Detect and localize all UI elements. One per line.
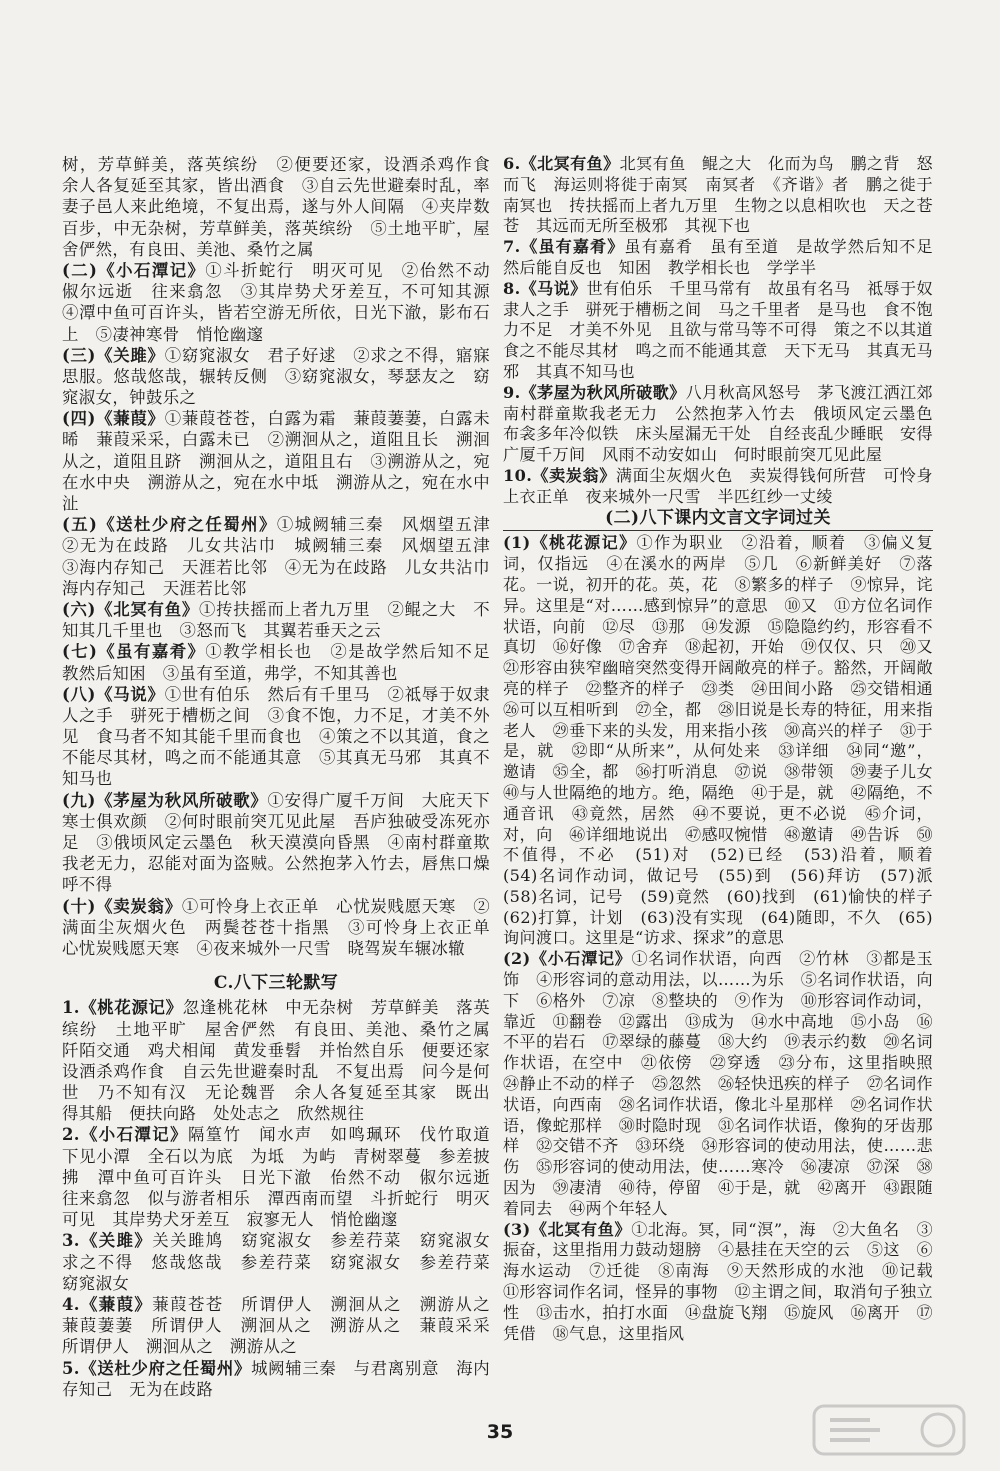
entry-text: 八月秋高风怒号 茅飞渡江洒江郊 南村群童欺我老无力 公然抱茅入竹去 俄顷风定云墨色 布衾多年冷似铁 床头屋漏无干处 自经丧乱少睡眠 安得广厦千万间 风雨不动安如山 何时眼前突兀见此屋: [503, 382, 950, 465]
left-column: [62, 154, 507, 1400]
right-entries: [503, 154, 950, 508]
entry-heading: (七)《虽有嘉肴》: [62, 642, 206, 662]
entry-heading: 8.《马说》: [503, 278, 587, 298]
entry-heading: 4.《蒹葭》: [62, 1294, 153, 1314]
answer-entry: [503, 466, 933, 508]
entry-heading: (六)《北冥有鱼》: [62, 599, 199, 619]
entry-text: ①名词作状语，向西 ②竹林 ③都是玉饰 ④形容词的意动用法，以……为乐 ⑤名词作状语，向下 ⑥格外 ⑦凉 ⑧整块的 ⑨作为 ⑩形容词作动词，靠近 ⑪翻卷 ⑫露出 ⑬成为 ⑭水中高地 ⑮小岛 ⑯不平的岩石 ⑰翠绿的藤蔓 ⑱大约 ⑲表示约数 ⑳名词作状语，在空中 ㉑依傍 ㉒穿透 ㉓分布，这里指映照 ㉔静止不动的样子 ㉕忽然 ㉖轻快迅疾的样子 ㉗名词作状语，向西南 ㉘名词作状语，像北斗星那样 ㉙名词作状语，像蛇那样 ㉚时隐时现 ㉛名词作状语，像狗的牙齿那样 ㉜交错不齐 ㉝环绕 ㉞形容词的使动用法，使……悲伤 ㉟形容词的使动用法，使……寒冷 ㊱凄凉 ㊲深 ㊳因为 ㊴凄清 ㊵待，停留 ㊶于是，就 ㊷离开 ㊸跟随着同去 ㊹两个年轻人: [503, 949, 950, 1218]
answer-entry: [62, 896, 507, 960]
entry-text: 蒹葭苍苍 所谓伊人 溯洄从之 溯游从之 蒹葭萋萋 所谓伊人 溯洄从之 溯游从之 蒹葭采采 所谓伊人 溯洄从之 溯游从之: [62, 1294, 507, 1357]
entry-heading: (四)《蒹葭》: [62, 409, 165, 429]
left-entries: [62, 154, 507, 959]
answer-entry: [62, 684, 490, 790]
entry-heading: (十)《卖炭翁》: [62, 896, 182, 916]
entry-heading: 2.《小石潭记》: [62, 1125, 188, 1145]
entry-text: ①蒹葭苍苍，白露为霜 蒹葭萋萋，白露未晞 蒹葭采采，白露未已 ②溯洄从之，道阻且长 溯洄从之，道阻且跻 溯洄从之，道阻且右 ③溯游从之，宛在水中央 溯游从之，宛在水中坻 溯游从之，宛在水中沚: [62, 409, 490, 513]
entry-text: ①教学相长也 ②是故学然后知不足 教然后知困 ③虽有至道，弗学，不知其善也: [62, 642, 507, 683]
entry-heading: 10.《卖炭翁》: [503, 465, 616, 485]
answer-entry: [62, 345, 490, 409]
answer-entry: [62, 997, 507, 1124]
answer-entry: [503, 154, 933, 237]
entry-text: 满面尘灰烟火色 卖炭得钱何所营 可怜身上衣正单 夜来城外一尺雪 半匹红纱一丈绫: [503, 465, 933, 506]
entry-heading: (3)《北冥有鱼》: [503, 1219, 632, 1239]
entry-text: ①作为职业 ②沿着，顺着 ③偏义复词，仅指远 ④在溪水的两岸 ⑤几 ⑥新鲜美好 ⑦落花。一说，初开的花。英，花 ⑧繁多的样子 ⑨惊异，诧异。这里是“对……感到惊异”的意思 ⑩又 ⑪方位名词作状语，向前 ⑫尽 ⑬那 ⑭发源 ⑮隐隐约约，形容看不真切 ⑯好像 ⑰舍弃 ⑱起初，开始 ⑲仅仅、只 ⑳又 ㉑形容由狭窄幽暗突然变得开阔敞亮的样子。豁然，开阔敞亮的样子 ㉒整齐的样子 ㉓类 ㉔田间小路 ㉕交错相通 ㉖可以互相听到 ㉗全，都 ㉘旧说是长寿的特征，用来指老人 ㉙垂下来的头发，用来指小孩 ㉚高兴的样子 ㉛于是，就 ㉜即“从所来”，从何处来 ㉝详细 ㉞同“邀”，邀请 ㉟全，都 ㊱打听消息 ㊲说 ㊳带领 ㊴妻子儿女 ㊵与人世隔绝的地方。绝，隔绝 ㊶于是，就 ㊷隔绝，不通音讯 ㊸竟然，居然 ㊹不要说，更不必说 ㊺介词，对，向 ㊻详细地说出 ㊼感叹惋惜 ㊽邀请 ㊾告诉 ㊿不值得，不必 (51)对 (52)已经 (53)沿着，顺着 (54)名词作动词，做记号 (55)到 (56)拜访 (57)派 (58)名词，记号 (59)竟然 (60)找到 (61)愉快的样子 (62)打算，计划 (63)没有实现 (64)随即，不久 (65)询问渡口。这里是“访求、探求”的意思: [503, 533, 950, 948]
entry-text: ①世有伯乐 然后有千里马 ②祗辱于奴隶人之手 骈死于槽枥之间 ③食不饱，力不足，才美不外见 食马者不知其能千里而食也 ④策之不以其道，食之不能尽其材，鸣之而不能通其意 ⑤其真无马邪 其真不知马也: [62, 684, 490, 789]
entry-text: ①斗折蛇行 明灭可见 ②佁然不动 俶尔远逝 往来翕忽 ③其岸势犬牙差互，不可知其源 ④潭中鱼可百许头，皆若空游无所依，日光下澈，影布石上 ⑤凄神寒骨 悄怆幽邃: [62, 260, 507, 344]
entry-text: ①城阙辅三秦 风烟望五津 ②无为在歧路 儿女共沾巾 城阙辅三秦 风烟望五津 ③海内存知己 天涯若比邻 ④无为在歧路 儿女共沾巾 海内存知己 天涯若比邻: [62, 515, 507, 598]
answer-entry: [62, 1230, 507, 1294]
answer-entry: [62, 1124, 507, 1230]
entry-heading: 1.《桃花源记》: [62, 998, 183, 1018]
answer-entry: [62, 514, 507, 599]
entry-text: ①抟扶摇而上者九万里 ②鲲之大 不知其几千里也 ③怒而飞 其翼若垂天之云: [62, 599, 490, 641]
entry-heading: (2)《小石潭记》: [503, 949, 632, 969]
entry-text: 忽逢桃花林 中无杂树 芳草鲜美 落英缤纷 土地平旷 屋舍俨然 有良田、美池、桑竹之属 阡陌交通 鸡犬相闻 黄发垂髫 并怡然自乐 便要还家 设酒杀鸡作食 自云先世避秦时乱 不复出焉 问今是何世 乃不知有汉 无论魏晋 余人各复延至其家 既出 得其船 便扶向路 处处志之 欣然规往: [62, 998, 507, 1124]
entry-text: ①可怜身上衣正单 心忧炭贱愿天寒 ②满面尘灰烟火色 两鬓苍苍十指黑 ③可怜身上衣正单 心忧炭贱愿天寒 ④夜来城外一尺雪 晓驾炭车辗冰辙: [62, 896, 507, 958]
page-number: 35: [486, 1421, 514, 1443]
entry-heading: 3.《关雎》: [62, 1231, 153, 1251]
entry-text: 虽有嘉肴 虽有至道 是故学然后知不足 然后能自反也 知困 教学相长也 学学半: [503, 237, 950, 277]
answer-entry: [62, 154, 507, 260]
entry-heading: (五)《送杜少府之任蜀州》: [62, 515, 277, 535]
right-column: [503, 154, 950, 1344]
entry-text: 隔篁竹 闻水声 如鸣珮环 伐竹取道 下见小潭 全石以为底 为坻 为屿 青树翠蔓 参差披拂 潭中鱼可百许头 日光下澈 佁然不动 俶尔远逝 往来翕忽 似与游者相乐 潭西南而望 斗折蛇行 明灭可见 其岸势犬牙差互 寂寥无人 悄怆幽邃: [62, 1125, 507, 1230]
entry-text: 城阙辅三秦 与君离别意 海内存知己 无为在歧路: [62, 1358, 490, 1399]
entry-heading: (1)《桃花源记》: [503, 533, 637, 553]
answer-entry: [62, 599, 490, 641]
entry-text: 树，芳草鲜美，落英缤纷 ②便要还家，设酒杀鸡作食 余人各复延至其家，皆出酒食 ③自云先世避秦时乱，率妻子邑人来此绝境，不复出焉，遂与外人间隔 ④夹岸数百步，中无杂树，芳草鲜美，落英缤纷 ⑤土地平旷，屋舍俨然，有良田、美池、桑竹之属: [62, 155, 507, 259]
section-2-title: (二)八下课内文言文字词过关: [503, 508, 933, 532]
answer-entry: [62, 790, 490, 896]
entry-heading: 5.《送杜少府之任蜀州》: [62, 1358, 252, 1378]
entry-heading: (八)《马说》: [62, 684, 165, 704]
entry-text: 北冥有鱼 鲲之大 化而为鸟 鹏之背 怒而飞 海运则将徙于南冥 南冥者 《齐谐》者 鹏之徙于南冥也 抟扶摇而上者九万里 生物之以息相吹也 天之苍苍 其远而无所至极邪 其视下也: [503, 154, 933, 236]
entry-text: 关关雎鸠 窈窕淑女 参差荇菜 窈窕淑女 求之不得 悠哉悠哉 参差荇菜 窈窕淑女 参差荇菜 窈窕淑女: [62, 1231, 507, 1293]
answer-entry: [503, 278, 950, 383]
answer-entry: [503, 1219, 950, 1345]
answer-entry: [62, 1294, 507, 1358]
answer-entry: [62, 641, 507, 683]
answer-entry: [503, 533, 950, 949]
section-c-title: C.八下三轮默写: [213, 973, 339, 994]
entry-heading: (二)《小石潭记》: [62, 260, 206, 280]
entry-heading: 6.《北冥有鱼》: [503, 154, 620, 173]
section-2-entries: [503, 533, 950, 1344]
entry-heading: (九)《茅屋为秋风所破歌》: [62, 790, 268, 810]
answer-entry: [503, 237, 950, 279]
entry-text: ①北海。冥，同“溟”，海 ②大鱼名 ③振奋，这里指用力鼓动翅膀 ④悬挂在天空的云 ⑤这 ⑥海水运动 ⑦迁徙 ⑧南海 ⑨天然形成的水池 ⑩记载 ⑪形容词作名词，怪异的事物 ⑫主谓之间，取消句子独立性 ⑬击水，拍打水面 ⑭盘旋飞翔 ⑮旋风 ⑯离开 ⑰凭借 ⑱气息，这里指风: [503, 1219, 950, 1343]
answer-entry: [503, 382, 950, 466]
answer-entry: [62, 1358, 490, 1400]
entry-text: 世有伯乐 千里马常有 故虽有名马 祗辱于奴隶人之手 骈死于槽枥之间 马之千里者 是马也 食不饱 力不足 才美不外见 且欲与常马等不可得 策之不以其道 食之不能尽其材 鸣之而不能通其意 天下无马 其真无马邪 其真不知马也: [503, 278, 950, 381]
answer-entry: [62, 408, 490, 514]
entry-heading: 7.《虽有嘉肴》: [503, 237, 625, 257]
entry-text: ①窈窕淑女 君子好逑 ②求之不得，寤寐思服。悠哉悠哉，辗转反侧 ③窈窕淑女，琴瑟友之 窈窕淑女，钟鼓乐之: [62, 345, 490, 408]
answer-entry: [62, 260, 507, 345]
watermark-stamp-icon: [810, 1400, 970, 1460]
entry-heading: 9.《茅屋为秋风所破歌》: [503, 382, 686, 402]
entry-text: ①安得广厦千万间 大庇天下寒士俱欢颜 ②何时眼前突兀见此屋 吾庐独破受冻死亦足 ③俄顷风定云墨色 秋天漠漠向昏黑 ④南村群童欺我老无力，忍能对面为盗贼。公然抱茅入竹去，唇焦口燥呼不得: [62, 790, 491, 895]
answer-entry: [503, 949, 950, 1219]
section-c-entries: [62, 997, 507, 1400]
entry-heading: (三)《关雎》: [62, 345, 165, 365]
